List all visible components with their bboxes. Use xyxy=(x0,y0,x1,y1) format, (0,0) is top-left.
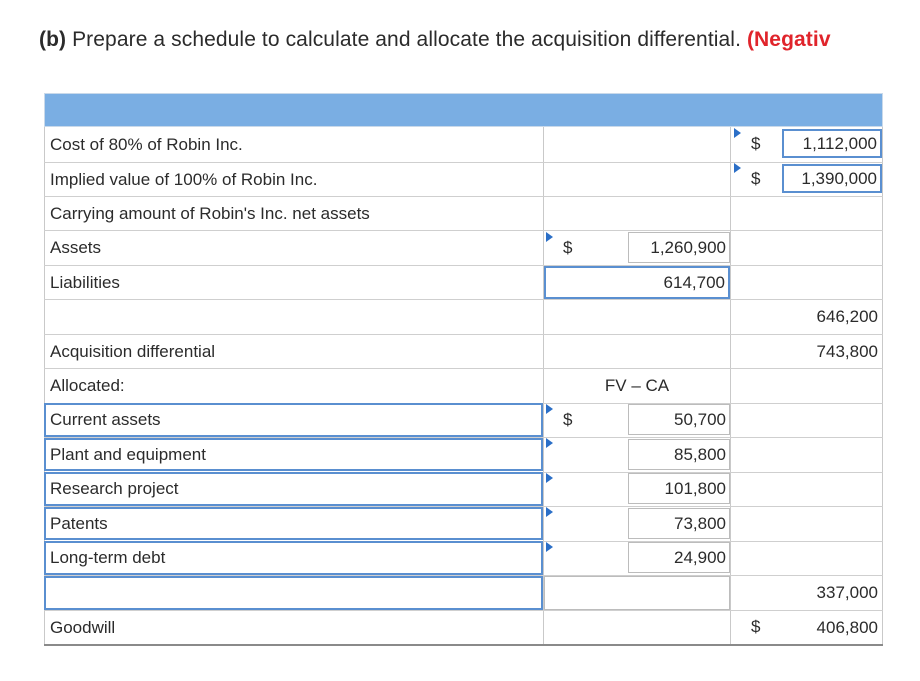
dropdown-marker-icon xyxy=(546,542,553,552)
blank-allocation-value-input[interactable] xyxy=(544,576,730,610)
table-header-bar xyxy=(44,93,883,127)
dropdown-marker-icon xyxy=(546,507,553,517)
long-term-debt-select[interactable]: Long-term debt xyxy=(44,541,543,575)
research-project-select[interactable]: Research project xyxy=(44,472,543,506)
negative-note: (Negativ xyxy=(746,28,831,51)
implied-value-input[interactable]: 1,390,000 xyxy=(782,164,882,193)
patents-value-input[interactable]: 73,800 xyxy=(628,508,730,539)
dropdown-marker-icon xyxy=(734,163,741,173)
cost-value-input[interactable]: 1,112,000 xyxy=(782,129,882,158)
currency-symbol: $ xyxy=(563,238,573,257)
acquisition-differential-label: Acquisition differential xyxy=(50,341,216,361)
dropdown-marker-icon xyxy=(546,232,553,242)
plant-equipment-value-input[interactable]: 85,800 xyxy=(628,439,730,470)
part-label: (b) xyxy=(39,28,67,51)
assets-label: Assets xyxy=(50,238,102,257)
goodwill-label: Goodwill xyxy=(50,617,116,637)
dropdown-marker-icon xyxy=(546,473,553,483)
implied-value-label: Implied value of 100% of Robin Inc. xyxy=(50,169,318,189)
grid-line xyxy=(44,644,883,646)
instruction-text: Prepare a schedule to calculate and allocate the acquisition differential. xyxy=(72,28,742,51)
allocated-label: Allocated: xyxy=(50,376,125,395)
liabilities-value-input[interactable]: 614,700 xyxy=(544,266,730,299)
plant-equipment-select[interactable]: Plant and equipment xyxy=(44,438,543,471)
patents-select[interactable]: Patents xyxy=(44,507,543,540)
dropdown-marker-icon xyxy=(546,438,553,448)
goodwill-value: 406,800 xyxy=(816,617,878,637)
blank-allocation-select[interactable] xyxy=(44,576,543,610)
currency-symbol: $ xyxy=(751,169,761,188)
research-project-value-input[interactable]: 101,800 xyxy=(628,473,730,504)
currency-symbol: $ xyxy=(751,134,761,153)
acquisition-differential-value: 743,800 xyxy=(816,341,878,361)
dropdown-marker-icon xyxy=(734,128,741,138)
cost-label: Cost of 80% of Robin Inc. xyxy=(50,135,243,154)
schedule-table xyxy=(44,93,884,645)
long-term-debt-value-input[interactable]: 24,900 xyxy=(628,542,730,573)
currency-symbol: $ xyxy=(563,410,573,429)
liabilities-label: Liabilities xyxy=(50,272,120,292)
carrying-amount-label: Carrying amount of Robin's Inc. net assets xyxy=(50,203,370,223)
current-assets-select[interactable]: Current assets xyxy=(44,403,543,437)
net-assets-value: 646,200 xyxy=(816,307,878,326)
fv-ca-header: FV – CA xyxy=(604,376,670,395)
allocated-total-value: 337,000 xyxy=(816,583,878,602)
current-assets-value-input[interactable]: 50,700 xyxy=(628,404,730,435)
currency-symbol: $ xyxy=(751,617,761,636)
grid-line xyxy=(730,127,731,645)
question-heading xyxy=(39,28,831,52)
assets-value-input[interactable]: 1,260,900 xyxy=(628,232,730,263)
dropdown-marker-icon xyxy=(546,404,553,414)
grid-line xyxy=(882,127,883,645)
